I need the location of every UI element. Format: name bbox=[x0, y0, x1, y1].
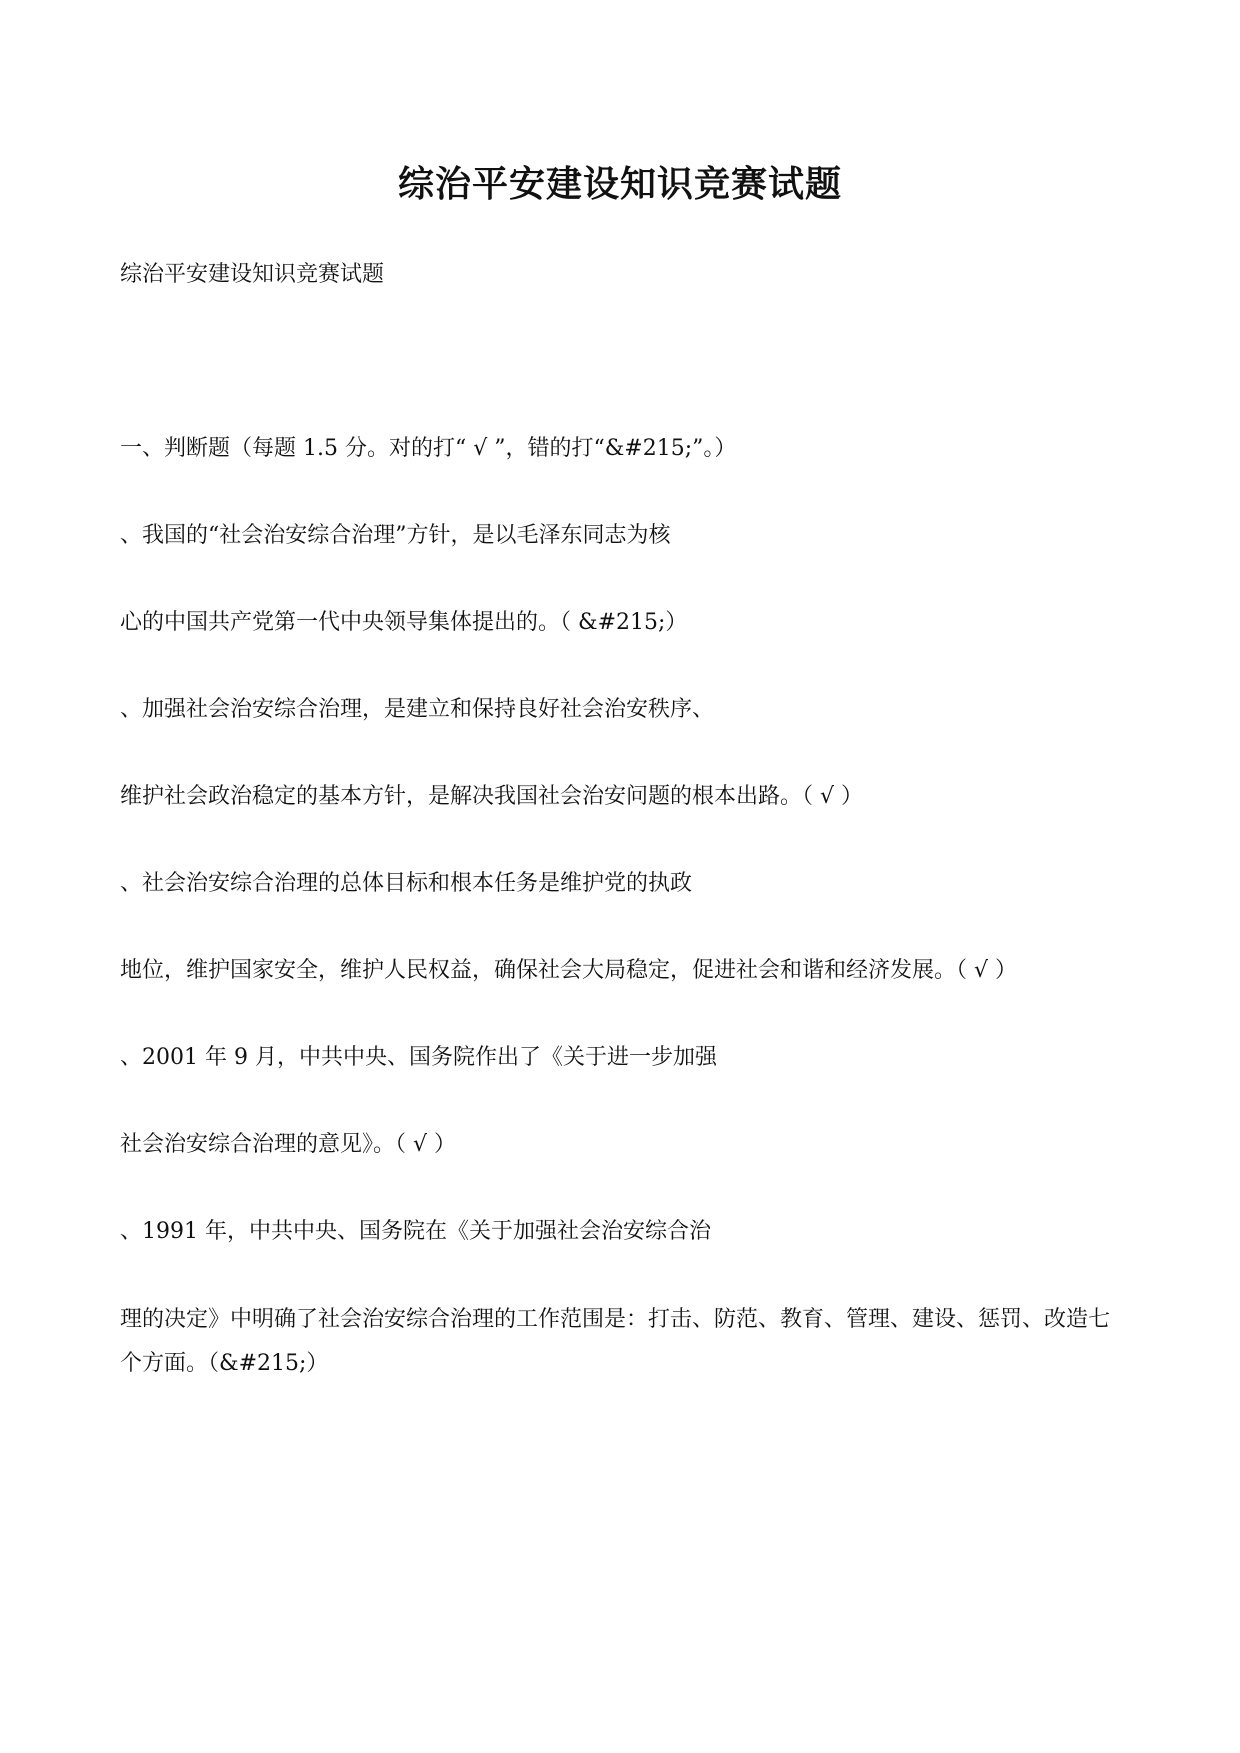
question-line: 、加强社会治安综合治理，是建立和保持良好社会治安秩序、 bbox=[120, 697, 715, 722]
question-line: 、我国的“社会治安综合治理”方针，是以毛泽东同志为核 bbox=[120, 523, 671, 548]
document-subtitle: 综治平安建设知识竞赛试题 bbox=[120, 262, 385, 287]
question-line: 、社会治安综合治理的总体目标和根本任务是维护党的执政 bbox=[120, 871, 693, 896]
question-line: 社会治安综合治理的意见》。（ √ ） bbox=[120, 1132, 457, 1157]
question-line: 地位，维护国家安全，维护人民权益，确保社会大局稳定，促进社会和谐和经济发展。（ √ ） bbox=[120, 958, 1018, 983]
section-heading: 一、判断题（每题 1.5 分。对的打“ √ ”，错的打“&#215;”。） bbox=[120, 436, 737, 461]
question-line: 、1991 年，中共中央、国务院在《关于加强社会治安综合治 bbox=[120, 1219, 711, 1244]
document-title: 综治平安建设知识竞赛试题 bbox=[397, 163, 842, 205]
question-line: 心的中国共产党第一代中央领导集体提出的。（ &#215;） bbox=[120, 610, 688, 635]
question-line: 理的决定》中明确了社会治安综合治理的工作范围是：打击、防范、教育、管理、建设、惩罚、改造七个方面。（&#215;） bbox=[120, 1307, 1111, 1376]
question-line: 、2001 年 9 月，中共中央、国务院作出了《关于进一步加强 bbox=[120, 1045, 717, 1070]
question-line: 维护社会政治稳定的基本方针，是解决我国社会治安问题的根本出路。（ √ ） bbox=[120, 784, 864, 809]
